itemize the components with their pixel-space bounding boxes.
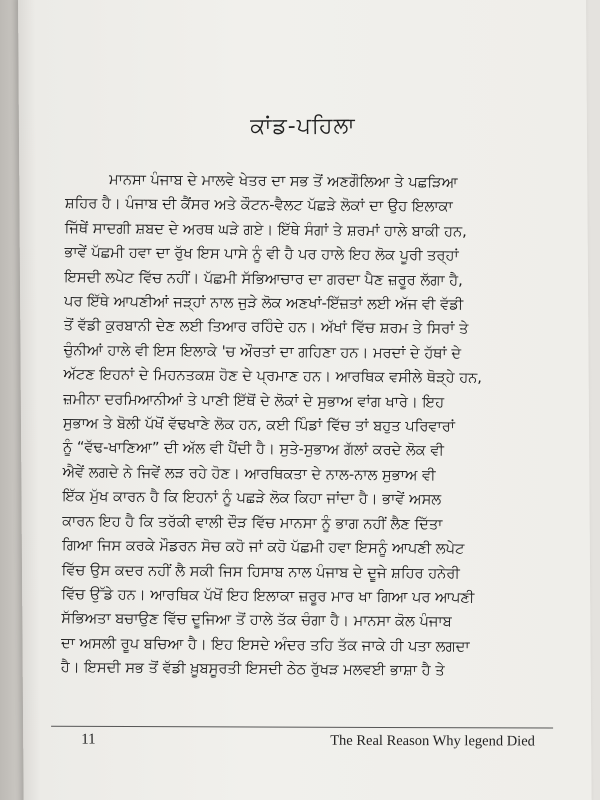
- page-number: 11: [81, 731, 96, 748]
- text-line: ਸੁਭਾਅ ਤੇ ਬੋਲੀ ਪੱਖੋਂ ਵੱਢਖਾਣੇ ਲੋਕ ਹਨ, ਕਈ ਪਿੰਡਾਂ ਵਿੱਚ ਤਾਂ ਬਹੁਤ ਪਰਿਵਾਰਾਂ: [62, 414, 456, 436]
- text-line: ਇਸਦੀ ਲਪੇਟ ਵਿੱਚ ਨਹੀਂ। ਪੱਛਮੀ ਸੱਭਿਆਚਾਰ ਦਾ ਗਰਦਾ ਪੈਣ ਜ਼ਰੂਰ ਲੱਗਾ ਹੈ,: [64, 268, 463, 289]
- text-line: ਅੱਟਣ ਇਹਨਾਂ ਦੇ ਮਿਹਨਤਕਸ਼ ਹੋਣ ਦੇ ਪ੍ਰਮਾਣ ਹਨ। ਆਰਥਿਕ ਵਸੀਲੇ ਥੋੜ੍ਹੇ ਹਨ,: [63, 365, 483, 387]
- text-line: ਵਿੱਚ ਉੱਡੇ ਹਨ। ਆਰਥਿਕ ਪੱਖੋਂ ਇਹ ਇਲਾਕਾ ਜ਼ਰੂਰ ਮਾਰ ਖਾ ਗਿਆ ਪਰ ਆਪਣੀ: [61, 585, 475, 607]
- text-line: ਪਰ ਇੱਥੇ ਆਪਣੀਆਂ ਜੜ੍ਹਾਂ ਨਾਲ ਜੁੜੇ ਲੋਕ ਅਣਖਾਂ-ਇੱਜ਼ਤਾਂ ਲਈ ਅੱਜ ਵੀ ਵੱਡੀ: [63, 292, 464, 314]
- text-line: ਜ਼ਮੀਨਾ ਦਰਮਿਆਨੀਆਂ ਤੇ ਪਾਣੀ ਇੱਥੋਂ ਦੇ ਲੋਕਾਂ ਦੇ ਸੁਭਾਅ ਵਾਂਗ ਖਾਰੇ। ਇਹ: [63, 390, 445, 411]
- text-line: ਤੋਂ ਵੱਡੀ ਕੁਰਬਾਨੀ ਦੇਣ ਲਈ ਤਿਆਰ ਰਹਿੰਦੇ ਹਨ। ਅੱਖਾਂ ਵਿੱਚ ਸ਼ਰਮ ਤੇ ਸਿਰਾਂ ਤੇ: [63, 317, 469, 338]
- footer-rule: [51, 726, 553, 729]
- book-page: [18, 0, 592, 800]
- text-line: ਮਾਨਸਾ ਪੰਜਾਬ ਦੇ ਮਾਲਵੇ ਖੇਤਰ ਦਾ ਸਭ ਤੋਂ ਅਣਗੌਲਿਆ ਤੇ ਪਛੜਿਆ: [109, 171, 458, 192]
- text-line: ਇੱਕ ਮੁੱਖ ਕਾਰਨ ਹੈ ਕਿ ਇਹਨਾਂ ਨੂੰ ਪਛੜੇ ਲੋਕ ਕਿਹਾ ਜਾਂਦਾ ਹੈ। ਭਾਵੇਂ ਅਸਲ: [62, 487, 442, 509]
- text-line: ਐਵੇਂ ਲਗਦੇ ਨੇ ਜਿਵੇਂ ਲੜ ਰਹੇ ਹੋਣ। ਆਰਥਿਕਤਾ ਦੇ ਨਾਲ-ਨਾਲ ਸੁਭਾਅ ਵੀ: [62, 463, 436, 484]
- text-line: ਕਾਰਨ ਇਹ ਹੈ ਕਿ ਤਰੱਕੀ ਵਾਲੀ ਦੌੜ ਵਿੱਚ ਮਾਨਸਾ ਨੂੰ ਭਾਗ ਨਹੀਂ ਲੈਣ ਦਿੱਤਾ: [62, 512, 443, 533]
- text-line: ਦਾ ਅਸਲੀ ਰੂਪ ਬਚਿਆ ਹੈ। ਇਹ ਇਸਦੇ ਅੰਦਰ ਤਹਿ ਤੱਕ ਜਾਕੇ ਹੀ ਪਤਾ ਲਗਦਾ: [60, 634, 470, 655]
- text-line: ਗਿਆ ਜਿਸ ਕਰਕੇ ਮੌਡਰਨ ਸੋਚ ਕਹੋ ਜਾਂ ਕਹੋ ਪੱਛਮੀ ਹਵਾ ਇਸਨੂੰ ਆਪਣੀ ਲਪੇਟ: [61, 536, 465, 558]
- text-line: ਸ਼ਹਿਰ ਹੈ। ਪੰਜਾਬ ਦੀ ਕੈਂਸਰ ਅਤੇ ਕੌਟਨ-ਵੈਲਟ ਪੱਛੜੇ ਲੋਕਾਂ ਦਾ ਉਹ ਇਲਾਕਾ: [64, 195, 453, 216]
- text-line: ਚੁੰਨੀਆਂ ਹਾਲੇ ਵੀ ਇਸ ਇਲਾਕੇ 'ਚ ਔਰਤਾਂ ਦਾ ਗਹਿਣਾ ਹਨ। ਮਰਦਾਂ ਦੇ ਹੱਥਾਂ ਦੇ: [63, 341, 462, 362]
- text-line: ਸੱਭਿਅਤਾ ਬਚਾਉਣ ਵਿੱਚ ਦੂਜਿਆ ਤੋਂ ਹਾਲੇ ਤੱਕ ਚੰਗਾ ਹੈ। ਮਾਨਸਾ ਕੋਲ ਪੰਜਾਬ: [61, 609, 452, 631]
- chapter-title: ਕਾਂਡ-ਪਹਿਲਾ: [250, 113, 356, 140]
- text-line: ਭਾਵੇਂ ਪੱਛਮੀ ਹਵਾ ਦਾ ਰੁੱਖ ਇਸ ਪਾਸੇ ਨੂੰ ਵੀ ਹੈ ਪਰ ਹਾਲੇ ਇਹ ਲੋਕ ਪੂਰੀ ਤਰ੍ਹਾਂ: [64, 243, 459, 265]
- text-line: ਜਿੱਥੇਂ ਸਾਦਗੀ ਸ਼ਬਦ ਦੇ ਅਰਥ ਘੜੇ ਗਏ। ਇੱਥੇ ਸੰਗਾਂ ਤੇ ਸ਼ਰਮਾਂ ਹਾਲੇ ਬਾਕੀ ਹਨ,: [64, 219, 467, 240]
- text-line: ਨੂੰ “ਵੱਢ-ਖਾਣਿਆ” ਦੀ ਅੱਲ ਵੀ ਪੈਂਦੀ ਹੈ। ਸੁਤੇ-ਸੁਭਾਅ ਗੱਲਾਂ ਕਰਦੇ ਲੋਕ ਵੀ: [62, 439, 445, 460]
- body-text: [61, 168, 563, 685]
- running-title: The Real Reason Why legend Died: [330, 732, 536, 750]
- text-line: ਹੈ। ਇਸਦੀ ਸਭ ਤੋਂ ਵੱਡੀ ਖ਼ੂਬਸੂਰਤੀ ਇਸਦੀ ਠੇਠ ਰੁੱਖੜ ਮਲਵਈ ਭਾਸ਼ਾ ਹੈ ਤੇ: [60, 658, 445, 680]
- text-line: ਵਿੱਚ ਉਸ ਕਦਰ ਨਹੀਂ ਲੈ ਸਕੀ ਜਿਸ ਹਿਸਾਬ ਨਾਲ ਪੰਜਾਬ ਦੇ ਦੂਜੇ ਸ਼ਹਿਰ ਹਨੇਰੀ: [61, 561, 460, 582]
